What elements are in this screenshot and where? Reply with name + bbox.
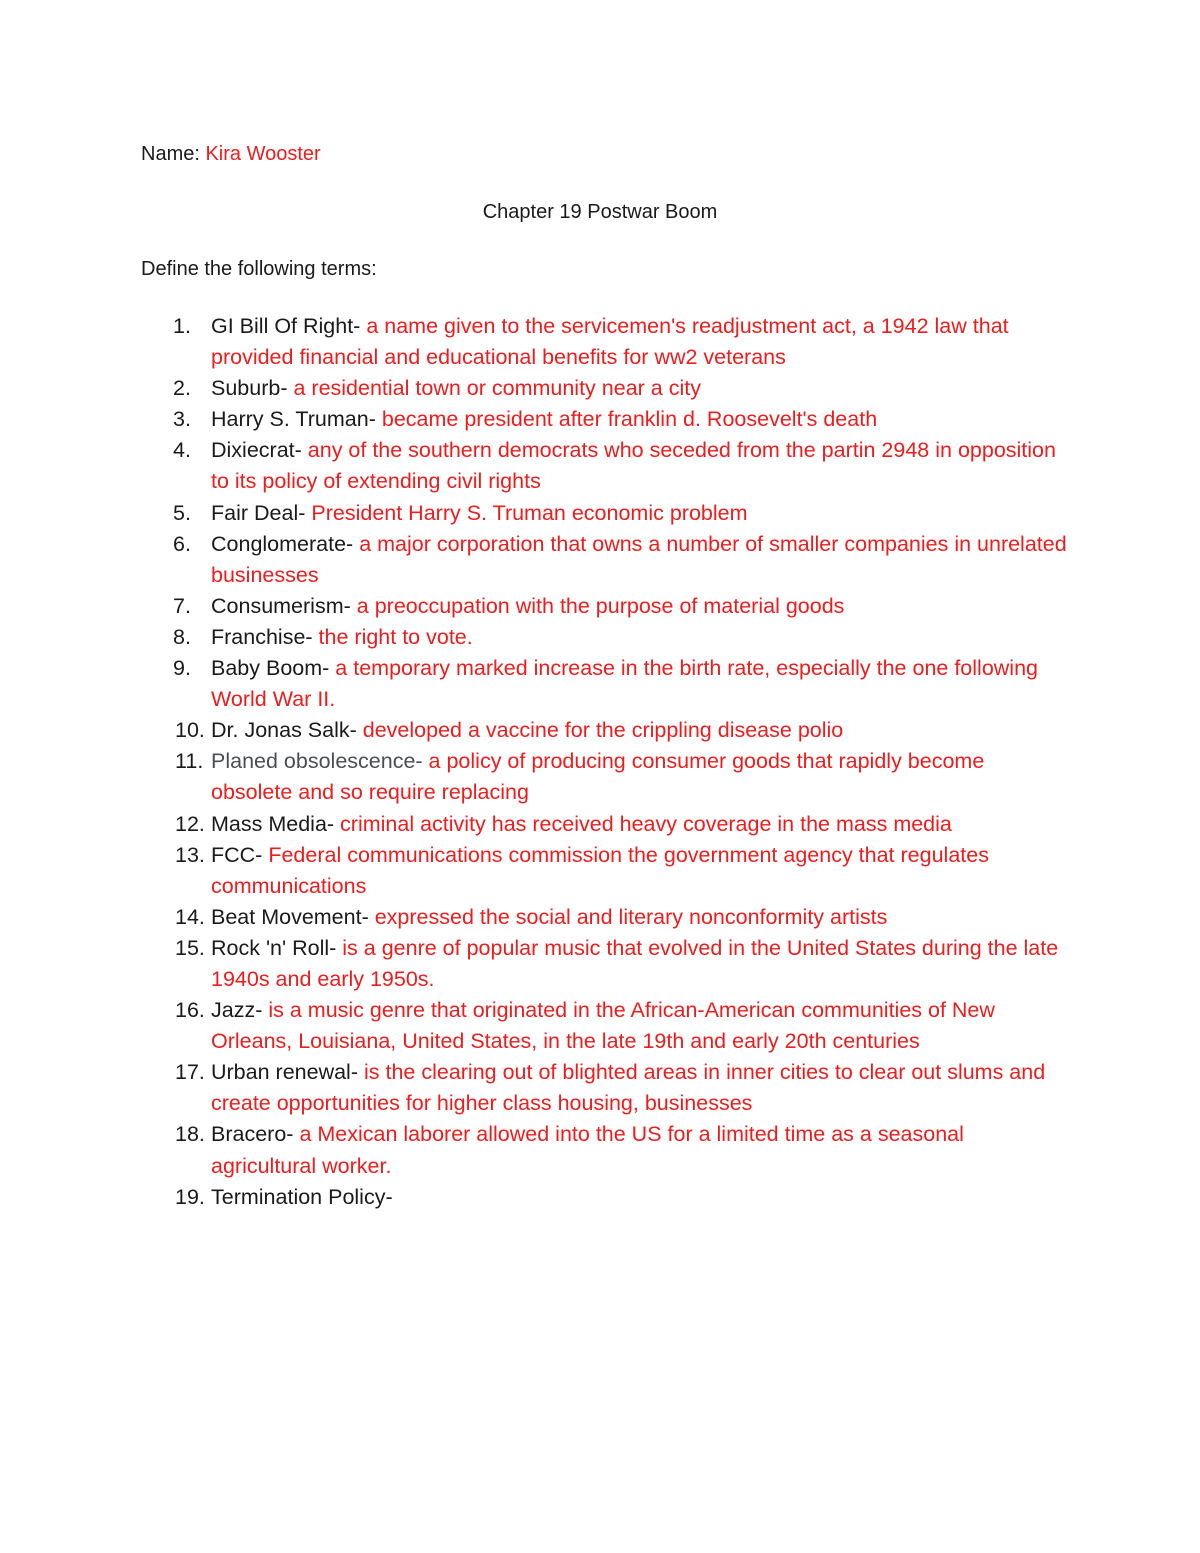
term-number: 16. — [175, 998, 205, 1023]
term-label: FCC- — [211, 842, 263, 867]
term-label: Consumerism- — [211, 593, 351, 618]
term-definition: a name given to the servicemen's readjustment act, a 1942 law that provided financial and educational benefits for ww2 veterans — [211, 314, 1009, 370]
name-label: Name: — [141, 143, 200, 165]
term-definition: Federal communications commission the government agency that regulates communications — [211, 842, 989, 898]
term-item — [141, 404, 1071, 435]
term-number: 6. — [173, 531, 191, 556]
term-label: Bracero- — [211, 1122, 294, 1147]
term-number: 11. — [175, 749, 204, 774]
term-label: Franchise- — [211, 624, 313, 649]
term-item — [141, 995, 1071, 1057]
document-title: Chapter 19 Postwar Boom — [482, 201, 718, 223]
term-definition: criminal activity has received heavy coverage in the mass media — [340, 811, 952, 836]
term-number: 19. — [175, 1184, 205, 1209]
term-number: 15. — [175, 935, 205, 960]
term-item — [141, 373, 1071, 404]
term-label: Beat Movement- — [211, 904, 369, 929]
student-name: Kira Wooster — [205, 143, 321, 165]
term-label: Fair Deal- — [211, 500, 306, 525]
term-number: 18. — [175, 1122, 205, 1147]
term-item — [141, 311, 1071, 373]
term-number: 12. — [175, 811, 205, 836]
term-definition: became president after franklin d. Roosevelt's death — [381, 407, 878, 432]
term-number: 7. — [173, 593, 191, 618]
term-definition: a Mexican laborer allowed into the US for a limited time as a seasonal agricultural worker. — [211, 1122, 964, 1178]
term-number: 5. — [173, 500, 191, 525]
term-label: Baby Boom- — [211, 656, 330, 681]
term-definition: a policy of producing consumer goods that rapidly become obsolete and so require replacing — [211, 749, 985, 805]
term-definition: the right to vote. — [318, 624, 473, 649]
term-item — [141, 902, 1071, 933]
term-item — [141, 653, 1071, 715]
term-item — [141, 1057, 1071, 1119]
term-definition: is a music genre that originated in the African-American communities of New Orleans, Louisiana, United States, in the late 19th and early 20th centuries — [211, 998, 995, 1054]
term-number: 13. — [175, 842, 205, 867]
term-definition: a preoccupation with the purpose of material goods — [356, 593, 845, 618]
term-label: Jazz- — [211, 998, 263, 1023]
term-item — [141, 1182, 1071, 1213]
term-definition: expressed the social and literary nonconformity artists — [374, 904, 888, 929]
term-label: Planed obsolescence- — [211, 749, 423, 774]
term-label: Mass Media- — [211, 811, 335, 836]
name-line — [141, 141, 321, 167]
term-label: Suburb- — [211, 376, 288, 401]
term-item — [141, 498, 1071, 529]
instructions: Define the following terms: — [141, 258, 377, 280]
term-number: 8. — [173, 624, 191, 649]
term-definition: is the clearing out of blighted areas in inner cities to clear out slums and create opportunities for higher class housing, businesses — [211, 1060, 1046, 1116]
term-item — [141, 622, 1071, 653]
term-number: 2. — [173, 376, 191, 401]
term-definition: developed a vaccine for the crippling disease polio — [362, 718, 844, 743]
term-definition: President Harry S. Truman economic problem — [311, 500, 748, 525]
term-item — [141, 715, 1071, 746]
term-definition: a temporary marked increase in the birth rate, especially the one following World War II. — [211, 656, 1038, 712]
term-definition: any of the southern democrats who seceded from the partin 2948 in opposition to its policy of extending civil rights — [211, 438, 1056, 494]
term-definition: a major corporation that owns a number of smaller companies in unrelated businesses — [211, 531, 1067, 587]
term-item — [141, 435, 1071, 497]
term-item — [141, 591, 1071, 622]
term-label: Termination Policy- — [211, 1184, 393, 1209]
term-number: 10. — [175, 718, 205, 743]
term-number: 14. — [175, 904, 205, 929]
term-definition: a residential town or community near a city — [293, 376, 701, 401]
term-number: 9. — [173, 656, 191, 681]
term-item — [141, 529, 1071, 591]
term-definition: is a genre of popular music that evolved in the United States during the late 1940s and early 1950s. — [211, 935, 1059, 991]
term-number: 4. — [173, 438, 191, 463]
term-item — [141, 809, 1071, 840]
term-list — [141, 311, 1071, 1213]
term-item — [141, 840, 1071, 902]
term-item — [141, 746, 1071, 808]
term-number: 1. — [173, 314, 191, 338]
term-label: Urban renewal- — [211, 1060, 358, 1085]
term-label: GI Bill Of Right- — [211, 314, 361, 338]
term-item — [141, 933, 1071, 995]
term-label: Conglomerate- — [211, 531, 354, 556]
term-label: Rock 'n' Roll- — [211, 935, 337, 960]
term-item — [141, 1119, 1071, 1181]
term-number: 17. — [175, 1060, 205, 1085]
term-label: Harry S. Truman- — [211, 407, 376, 432]
term-label: Dixiecrat- — [211, 438, 302, 463]
term-label: Dr. Jonas Salk- — [211, 718, 357, 743]
term-number: 3. — [173, 407, 191, 432]
